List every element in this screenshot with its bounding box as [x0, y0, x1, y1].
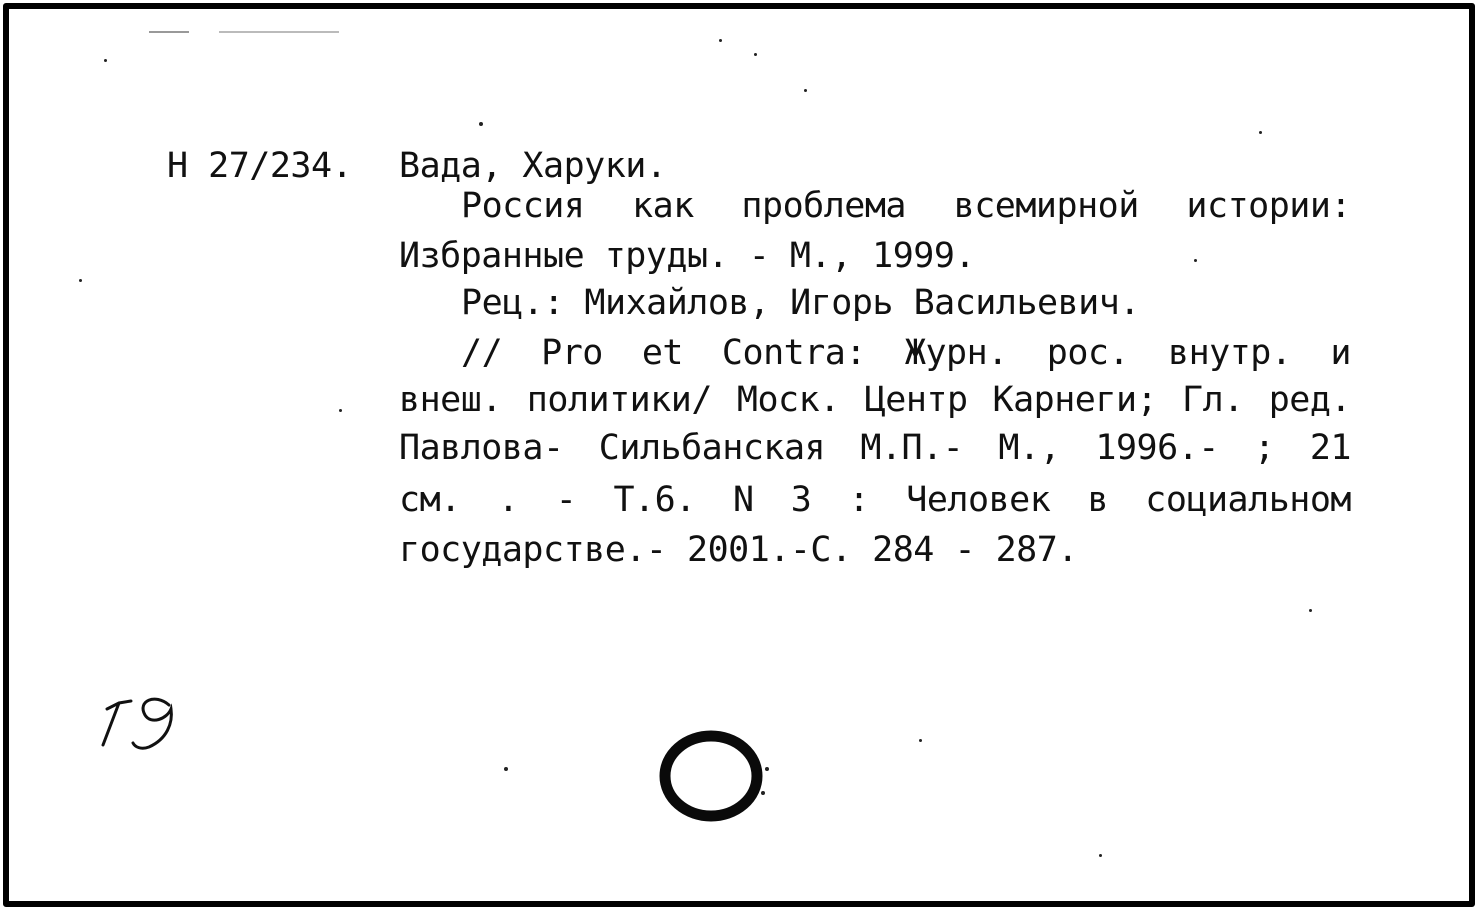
source-line-3: Павлова- Сильбанская М.П.- М., 1996.- ; 21 — [399, 428, 1351, 468]
source-line-1: // Pro et Contra: Журн. рос. внутр. и — [461, 333, 1351, 373]
author-heading: Вада, Харуки. — [399, 146, 667, 186]
catalog-card — [3, 3, 1475, 907]
title-line-1: Россия как проблема всемирной истории: — [461, 186, 1351, 226]
punch-hole-mark — [649, 721, 779, 831]
call-number: Н 27/234. — [167, 146, 353, 186]
reviewer-line: Рец.: Михайлов, Игорь Васильевич. — [461, 283, 1140, 323]
source-line-5: государстве.- 2001.-С. 284 - 287. — [399, 530, 1078, 570]
title-line-2: Избранные труды. - М., 1999. — [399, 236, 976, 276]
handwritten-mark — [89, 679, 199, 759]
source-line-2: внеш. политики/ Моск. Центр Карнеги; Гл. ред. — [399, 380, 1351, 420]
source-line-4: см. . - Т.6. N 3 : Человек в социальном — [399, 480, 1351, 520]
